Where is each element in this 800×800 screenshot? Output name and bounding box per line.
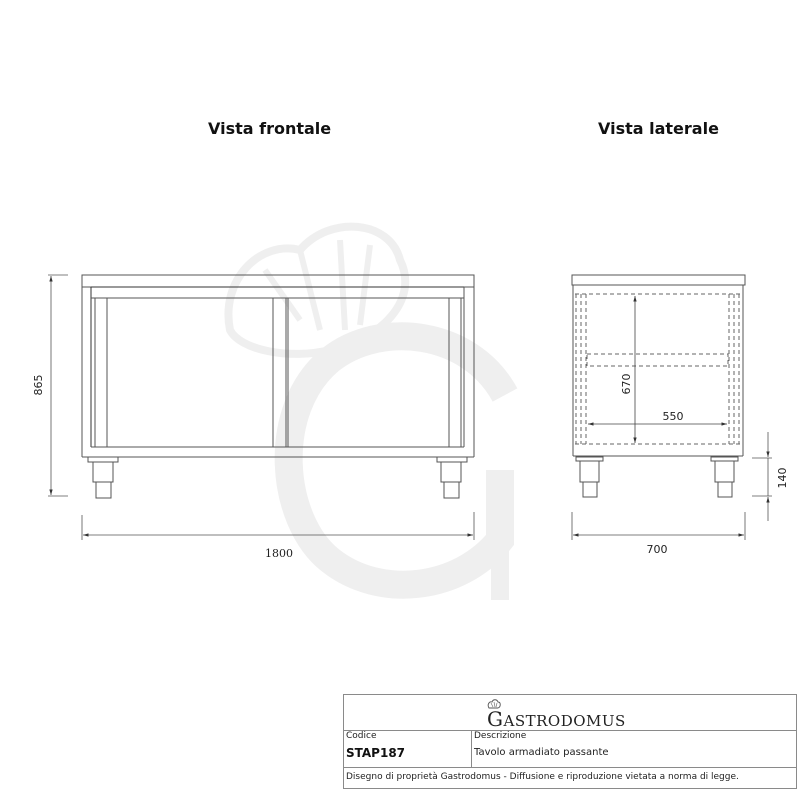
side-width-label: 700 xyxy=(646,543,668,556)
code-value: STAP187 xyxy=(346,746,406,760)
front-width-dimension xyxy=(82,512,474,540)
front-width-label: 1800 xyxy=(265,547,293,560)
side-view-title: Vista laterale xyxy=(598,119,719,138)
code-label: Codice xyxy=(346,731,377,741)
foot-height-dimension xyxy=(752,432,772,521)
brand-logo xyxy=(487,701,626,729)
brand-name: GASTRODOMUS xyxy=(487,707,626,731)
copyright-notice: Disegno di proprietà Gastrodomus - Diffusione e riproduzione vietata a norma di legge. xyxy=(346,772,739,782)
front-height-dimension xyxy=(48,275,68,496)
description-value: Tavolo armadiato passante xyxy=(474,747,609,758)
chef-hat-icon xyxy=(487,699,501,711)
front-height-label: 865 xyxy=(32,374,45,396)
side-inner-height-label: 670 xyxy=(620,373,633,395)
description-label: Descrizione xyxy=(474,731,527,741)
side-width-dimension xyxy=(572,512,745,540)
code-cell xyxy=(344,730,472,768)
foot-height-label: 140 xyxy=(776,467,789,489)
description-cell xyxy=(472,730,796,768)
title-block-logo-row xyxy=(344,695,796,731)
title-block xyxy=(343,694,797,789)
side-view-drawing xyxy=(572,275,745,497)
front-view-title: Vista frontale xyxy=(208,119,332,138)
side-inner-depth-label: 550 xyxy=(662,410,684,423)
